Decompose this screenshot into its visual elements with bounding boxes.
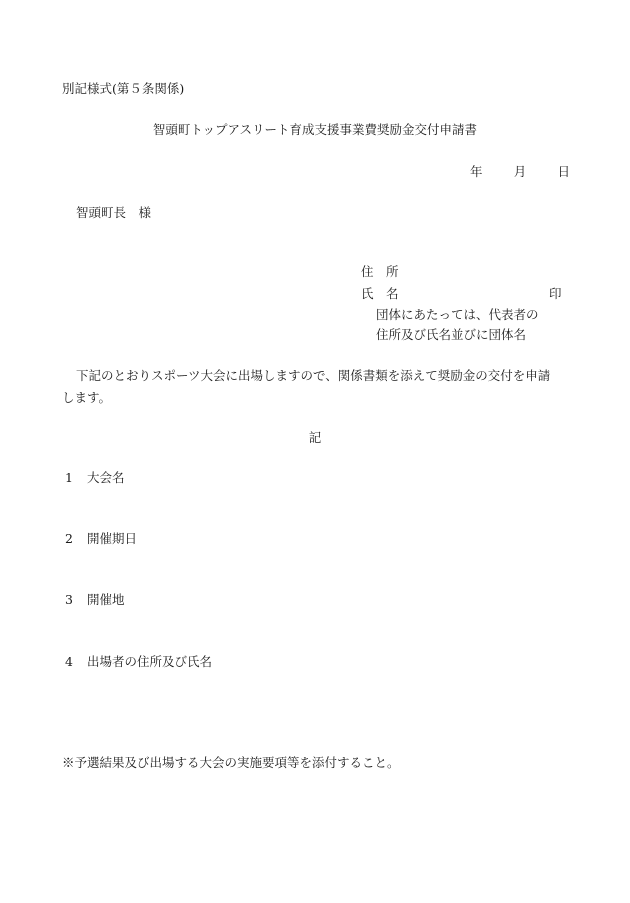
item-number: 4 (65, 654, 73, 669)
body-text-line2: します。 (62, 390, 112, 405)
applicant-note-line1: 団体にあたっては、代表者の (376, 307, 539, 322)
item-number: 2 (65, 531, 73, 546)
list-item (65, 533, 137, 546)
list-item (65, 656, 212, 669)
footnote: ※予選結果及び出場する大会の実施要項等を添付すること。 (62, 755, 400, 770)
item-number: 3 (65, 592, 73, 607)
applicant-note-line2: 住所及び氏名並びに団体名 (376, 327, 527, 342)
body-text-line1: 下記のとおりスポーツ大会に出場しますので、関係書類を添えて奨励金の交付を申請 (76, 368, 551, 383)
list-item (65, 594, 125, 607)
item-number: 1 (65, 470, 73, 485)
item-label: 出場者の住所及び氏名 (87, 654, 213, 669)
addressee: 智頭町長 様 (76, 205, 152, 220)
list-item (65, 472, 125, 485)
applicant-address-label: 住 所 (361, 264, 399, 279)
date-line (470, 166, 570, 179)
item-label: 大会名 (87, 470, 125, 485)
applicant-name-label: 氏 名 (361, 286, 399, 301)
ki-heading: 記 (308, 430, 322, 445)
seal-mark: 印 (549, 286, 562, 301)
document-title: 智頭町トップアスリート育成支援事業費奨励金交付申請書 (152, 122, 478, 137)
date-year-label: 年 (470, 164, 483, 179)
date-month-label: 月 (513, 164, 527, 179)
date-day-label: 日 (557, 164, 570, 179)
form-label: 別記様式(第５条関係) (62, 81, 185, 96)
item-label: 開催期日 (87, 531, 138, 546)
item-label: 開催地 (87, 592, 125, 607)
